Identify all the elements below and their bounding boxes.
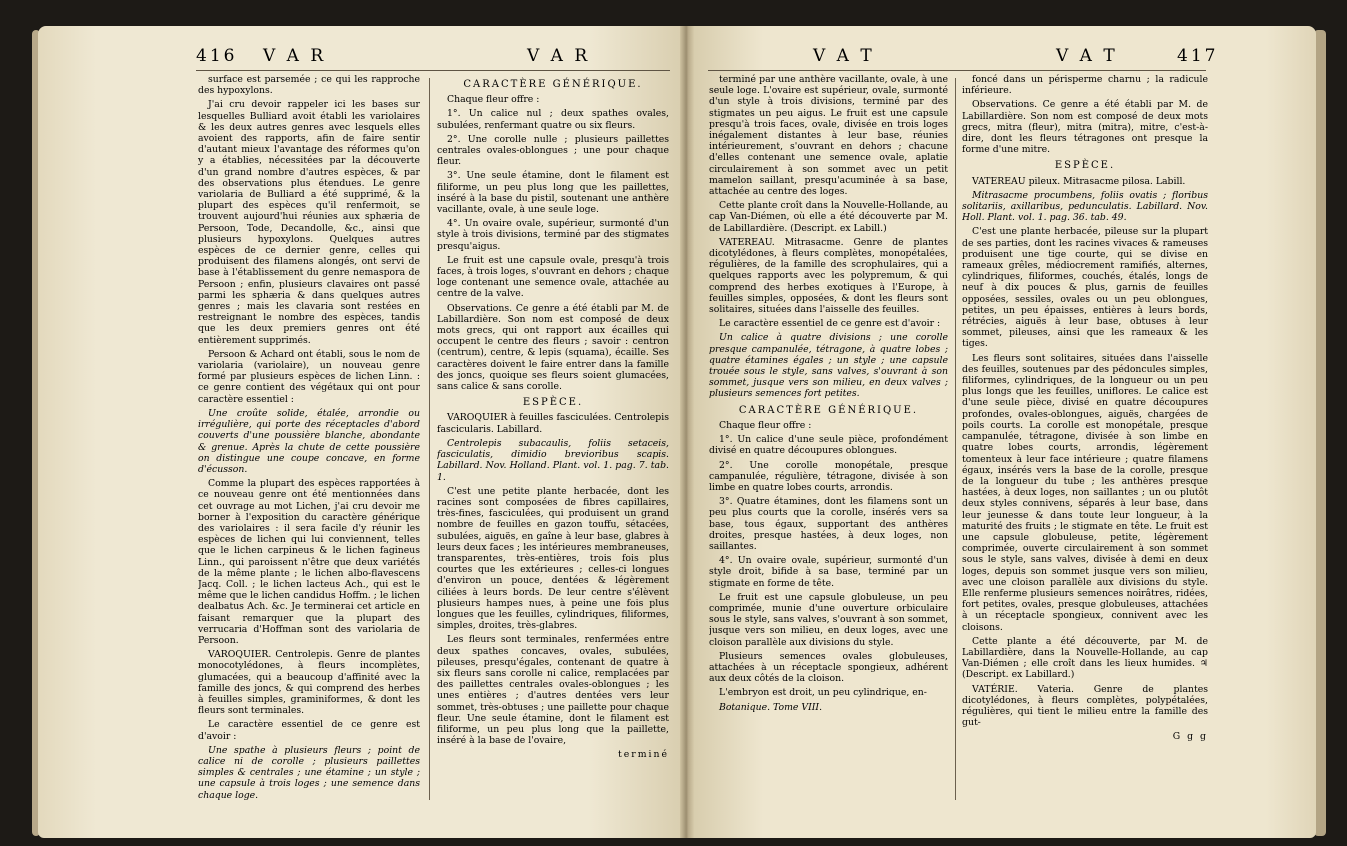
- paragraph: VAROQUIER à feuilles fasciculées. Centrolepis fascicularis. Labillard.: [437, 412, 669, 435]
- paragraph: Le caractère essentiel de ce genre est d'avoir :: [198, 719, 420, 742]
- paragraph: 3°. Une seule étamine, dont le filament est filiforme, un peu plus long que les paillettes, inséré à la base du pistil, soutenant une anthère vacillante, ovale, à une seule loge.: [437, 170, 669, 216]
- left-head-rule: [196, 70, 670, 71]
- paragraph: surface est parsemée ; ce qui les rapproche des hypoxylons.: [198, 74, 420, 97]
- catchword: terminé: [618, 749, 669, 761]
- paragraph: C'est une plante herbacée, pileuse sur la plupart de ses parties, dont les racines vivaces & rameuses produisent une tige courte, qui se divise en rameaux grêles, médiocrement ramifiés, alternes, cylindriques, filiformes, couchés, étalés, longs de neuf à dix pouces & plus, garnis de feuilles opposées, sessiles, ovales ou un peu oblongues, petites, un peu épaisses, entières à leurs bords, rétrécies, aiguës à leur base, obtuses à leur sommet, pileuses, ainsi que les rameaux & les tiges.: [962, 226, 1208, 350]
- paragraph: 3°. Quatre étamines, dont les filamens sont un peu plus courts que la corolle, insérés vers sa base, tous égaux, supportant des anthères droites, presque hastées, à deux loges, non saillantes.: [709, 496, 948, 552]
- paragraph: VATÉRIE. Vateria. Genre de plantes dicotylédones, à fleurs complètes, polypétalées, régulières, qui tient le milieu entre la famille des gut-: [962, 683, 1208, 729]
- paragraph: Le fruit est une capsule ovale, presqu'à trois faces, à trois loges, s'ouvrant en dehors ; chaque loge contenant une semence ovale, attachée au centre de la valve.: [437, 254, 669, 300]
- paragraph: Plusieurs semences ovales globuleuses, attachées à un réceptacle spongieux, adhérent aux deux côtés de la cloison.: [709, 650, 948, 685]
- paragraph: Cette plante a été découverte, par M. de Labillardière, dans la Nouvelle-Hollande, au cap Van-Diémen ; elle croît dans les lieux humides. ♃ (Descript. ex Labillard.): [962, 635, 1208, 681]
- section-heading: ESPÈCE.: [1054, 160, 1116, 172]
- section-heading: ESPÈCE.: [522, 397, 584, 409]
- paragraph: Observations. Ce genre a été établi par M. de Labillardière. Son nom est composé de deux mots grecs, mitra (fleur), mitra (mitra), mitre, c'est-à-dire, dont les fleurs tétragones ont presque la forme d'une mitre.: [962, 99, 1208, 156]
- paragraph: Cette plante croît dans la Nouvelle-Hollande, au cap Van-Diémen, où elle a été découverte par M. de Labillardière. (Descript. ex Labill.): [709, 200, 948, 234]
- right-running-head-1: V A T: [813, 46, 875, 66]
- left-running-head-2: V A R: [527, 46, 591, 66]
- paragraph: 1°. Un calice d'une seule pièce, profondément divisé en quatre découpures oblongues.: [709, 434, 948, 457]
- paragraph: VATEREAU pileux. Mitrasacme pilosa. Labill.: [972, 175, 1186, 187]
- paragraph: Centrolepis subacaulis, foliis setaceis, fasciculatis, dimidio brevioribus scapis. Labillard. Nov. Holland. Plant. vol. 1. pag. 7. tab. 1.: [437, 437, 669, 483]
- paragraph: C'est une petite plante herbacée, dont les racines sont composées de fibres capillaires, très-fines, fasciculées, qui produisent un grand nombre de feuilles en gazon touffu, sétacées, subulées, aiguës, en gaîne à leur base, glabres à leurs deux faces ; les intérieures membraneuses, transparentes, très-entières, trois fois plus courtes que les extérieures ; celles-ci longues d'environ un pouce, dentées & légèrement ciliées à leurs bords. De leur centre s'élèvent plusieurs hampes nues, à peine une fois plus longues que les feuilles, cylindriques, filiformes, simples, droites, très-glabres.: [437, 485, 669, 632]
- section-heading: CARACTÈRE GÉNÉRIQUE.: [463, 79, 643, 90]
- paragraph: 1°. Un calice nul ; deux spathes ovales, subulées, renfermant quatre ou six fleurs.: [437, 108, 669, 131]
- paragraph: Observations. Ce genre a été établi par M. de Labillardière. Son nom est composé de deux mots grecs, qui ont rapport aux écailles qui occupent le centre des fleurs ; savoir : centron (centrum), centre, & lepis (squama), écaille. Ses caractères doivent le faire entrer dans la famille des joncs, quoique ses fleurs soient glumacées, sans calice & sans corolle.: [437, 302, 669, 393]
- paragraph: J'ai cru devoir rappeler ici les bases sur lesquelles Bulliard avoit établi les variolaires & les deux autres genres avec lesquels elles avoient des rapports, afin de faire sentir d'autant mieux l'avantage des réformes qu'on y a établies, nécessitées par la découverte d'un grand nombre d'autres espèces, & par des observations plus étendues. Le genre variolaria de Bulliard a été supprimé, & la plupart des espèces qu'il renfermoit, se trouvent aujourd'hui réunies aux sphæria de Persoon, Tode, Decandolle, &c., ainsi que plusieurs hypoxylons. Quelques autres espèces de ce dernier genre, celles qui produisent des filamens alongés, ont servi de base à l'établissement du genre nemaspora de Persoon ; enfin, plusieurs clavaires ont passé parmi les sphæria & dans quelques autres genres ; mais les clavaria sont restées en restreignant le nombre des espèces, tandis que les deux premiers genres ont été entièrement supprimés.: [198, 99, 420, 346]
- paragraph: 2°. Une corolle monopétale, presque campanulée, régulière, tétragone, divisée à son limbe en quatre lobes courts, arrondis.: [709, 459, 948, 493]
- left-column-rule: [429, 78, 430, 800]
- paragraph: terminé par une anthère vacillante, ovale, à une seule loge. L'ovaire est supérieur, ovale, surmonté d'un style à trois divisions, terminé par des stigmates un peu aigus. Le fruit est une capsule presqu'à trois faces, ovale, divisée en trois loges inégalement distantes à leur base, réunies intérieurement, s'ouvrant en dehors ; chacune d'elles contenant une semence ovale, aplatie circulairement à son sommet avec un petit mamelon saillant, presqu'acuminée à sa base, attachée au centre des loges.: [709, 74, 948, 198]
- paragraph: foncé dans un périsperme charnu ; la radicule inférieure.: [962, 74, 1208, 97]
- section-heading: CARACTÈRE GÉNÉRIQUE.: [738, 404, 919, 416]
- right-head-rule: [708, 70, 1206, 71]
- paragraph: Chaque fleur offre :: [719, 419, 812, 431]
- paragraph: VATEREAU. Mitrasacme. Genre de plantes dicotylédones, à fleurs complètes, monopétalées, régulières, de la famille des scrophulaires, qui a quelques rapports avec les polypremum, & qui comprend des herbes exotiques à l'Europe, à feuilles simples, opposées, & dont les fleurs sont solitaires, situées dans l'aisselle des feuilles.: [709, 236, 948, 316]
- paragraph: 4°. Un ovaire ovale, supérieur, surmonté d'un style droit, bifide à sa base, terminé par un stigmate en forme de tête.: [709, 555, 948, 589]
- paragraph: Le caractère essentiel de ce genre est d'avoir :: [719, 318, 941, 330]
- left-running-head-1: V A R: [263, 46, 327, 66]
- left-page-number: 416: [196, 46, 238, 66]
- left-page-column-1: [198, 74, 420, 814]
- right-page-number: 417: [1177, 46, 1219, 66]
- paragraph: Un calice à quatre divisions ; une corolle presque campanulée, tétragone, à quatre lobes ; quatre étamines égales ; un style ; une capsule trouée sous le style, sans valves, s'ouvrant à son sommet, jusque vers son milieu, en deux valves ; plusieurs semences fort petites.: [709, 332, 948, 400]
- right-page-column-2: [962, 74, 1208, 814]
- paragraph: Le fruit est une capsule globuleuse, un peu comprimée, munie d'une ouverture orbiculaire sous le style, sans valves, s'ouvrant à son sommet, jusque vers son milieu, en deux loges, avec une cloison parallèle aux divisions du style.: [709, 591, 948, 648]
- book-gutter: [680, 26, 694, 838]
- paragraph: Persoon & Achard ont établi, sous le nom de variolaria (variolaire), un nouveau genre formé par plusieurs espèces de lichen Linn. : ce genre contient des végétaux qui ont pour caractère essentiel :: [198, 348, 420, 405]
- paragraph: Comme la plupart des espèces rapportées à ce nouveau genre ont été mentionnées dans cet ouvrage au mot Lichen, j'ai cru devoir me borner à l'exposition du caractère générique des variolaires : il sera facile d'y réunir les espèces de lichen qui lui conviennent, telles que le lichen carpineus & le lichen fagineus Linn., qui paroissent n'être que deux variétés de la même plante ; le lichen albo-flavescens Jacq. Coll. ; le lichen lacteus Ach., qui est le même que le lichen candidus Hoffm. ; le lichen dealbatus Ach. &c. Je terminerai cet article en faisant remarquer que la plupart des verrucaria d'Hoffman sont des variolaria de Persoon.: [198, 478, 420, 646]
- paragraph: Les fleurs sont terminales, renfermées entre deux spathes concaves, ovales, subulées, pileuses, presqu'égales, contenant de quatre à six fleurs sans corolle ni calice, remplacées par des paillettes centrales ovales-oblongues ; les unes entières ; d'autres dentées vers leur sommet, très-obtuses ; une paillette pour chaque fleur. Une seule étamine, dont le filament est filiforme, un peu plus long que la paillette, inséré à la base de l'ovaire,: [437, 634, 669, 747]
- paragraph: Chaque fleur offre :: [447, 94, 540, 106]
- paragraph: 4°. Un ovaire ovale, supérieur, surmonté d'un style à trois divisions, terminé par des stigmates presqu'aigus.: [437, 218, 669, 252]
- left-page-column-2: [437, 74, 669, 814]
- paragraph: L'embryon est droit, un peu cylindrique, en-: [719, 687, 927, 699]
- right-page-column-1: [709, 74, 948, 814]
- right-running-head-2: V A T: [1056, 46, 1118, 66]
- paragraph: Une croûte solide, étalée, arrondie ou irrégulière, qui porte des réceptacles d'abord couverts d'une poussière blanche, abondante & grenue. Après la chute de cette poussière on distingue une coupe concave, en forme d'écusson.: [198, 407, 420, 475]
- right-column-rule: [955, 78, 956, 800]
- paragraph: Botanique. Tome VIII.: [719, 701, 823, 713]
- paragraph: Une spathe à plusieurs fleurs ; point de calice ni de corolle ; plusieurs paillettes simples & centrales ; une étamine ; un style ; une capsule à trois loges ; une semence dans chaque loge.: [198, 744, 420, 801]
- paragraph: 2°. Une corolle nulle ; plusieurs paillettes centrales ovales-oblongues ; une pour chaque fleur.: [437, 133, 669, 168]
- paragraph: Les fleurs sont solitaires, situées dans l'aisselle des feuilles, soutenues par des pédoncules simples, filiformes, cylindriques, de la longueur ou un peu plus longs que les feuilles, uniflores. Le calice est d'une seule pièce, divisé en quatre découpures profondes, ovales-oblongues, aiguës, chargées de poils courts. La corolle est monopétale, presque campanulée, tétragone, divisée à son limbe en quatre lobes courts, arrondis, légèrement tomenteux à leur face intérieure ; quatre filamens égaux, insérés vers la base de la corolle, presque de la longueur du tube ; les anthères presque hastées, à deux loges, non saillantes ; un ou plutôt deux styles connivens, séparés à leur base, dans leur jeunesse & dans toute leur longueur, à la maturité des fruits ; le stigmate en tête. Le fruit est une capsule globuleuse, petite, légèrement comprimée, ouverte circulairement à son sommet sous le style, sans valves, divisée à demi en deux loges, depuis son sommet jusque vers son milieu, avec une cloison parallèle aux divisions du style. Elle renferme plusieurs semences noirâtres, ridées, fort petites, ovales, presque globuleuses, attachées à un réceptacle spongieux, connivent avec les cloisons.: [962, 352, 1208, 633]
- paragraph: VAROQUIER. Centrolepis. Genre de plantes monocotylédones, à fleurs incomplètes, glumacées, qui a beaucoup d'affinité avec la famille des joncs, & qui comprend des herbes à feuilles simples, graminiformes, & dont les fleurs sont terminales.: [198, 649, 420, 717]
- paragraph: Mitrasacme procumbens, foliis ovatis ; floribus solitariis, axillaribus, pedunculatis. Labillard. Nov. Holl. Plant. vol. 1. pag. 36. tab. 49.: [962, 189, 1208, 224]
- catchword: G g g: [1172, 731, 1208, 743]
